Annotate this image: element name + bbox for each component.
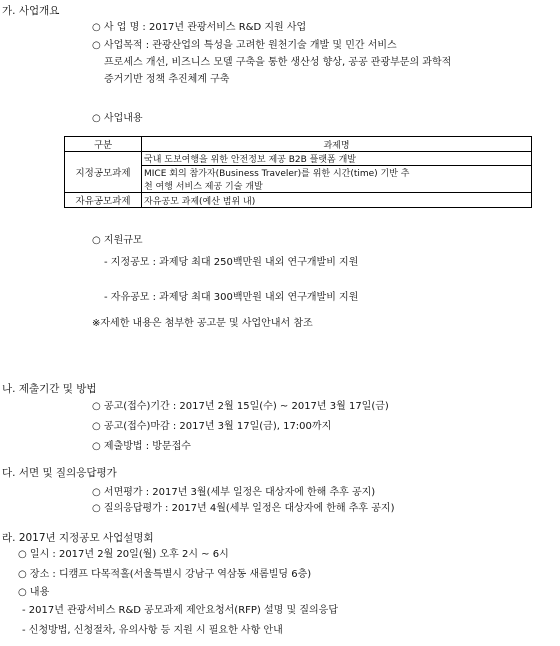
table-header-category: 구분 [65, 137, 142, 152]
project-purpose-line-3: 증거기반 정책 추진체계 구축 [104, 74, 230, 85]
section-d-title: 라. 2017년 지정공모 사업설명회 [2, 532, 154, 544]
support-free: - 자유공모 : 과제당 최대 300백만원 내외 연구개발비 지원 [104, 292, 359, 303]
project-purpose-line-1: ○ 사업목적 : 관광산업의 특성을 고려한 원천기술 개발 및 민간 서비스 [92, 40, 397, 51]
support-designated: - 지정공모 : 과제당 최대 250백만원 내외 연구개발비 지원 [104, 257, 359, 268]
free-item: 자유공모 과제(예산 범위 내) [142, 193, 532, 208]
briefing-place: ○ 장소 : 디캠프 다목적홀(서울특별시 강남구 역삼동 새롬빌딩 6층) [18, 569, 312, 580]
qa-evaluation: ○ 질의응답평가 : 2017년 4월(세부 일정은 대상자에 한해 추후 공지) [92, 503, 395, 514]
section-a-title: 가. 사업개요 [2, 5, 60, 17]
table-header-row [65, 137, 532, 152]
submission-deadline: ○ 공고(접수)마감 : 2017년 3월 17일(금), 17:00까지 [92, 421, 332, 432]
designated-item: 국내 도보여행을 위한 안전정보 제공 B2B 플랫폼 개발 [142, 152, 532, 166]
table-row [65, 152, 532, 166]
briefing-content-2: - 신청방법, 신청절차, 유의사항 등 지원 시 필요한 사항 안내 [22, 625, 283, 636]
submission-method: ○ 제출방법 : 방문접수 [92, 441, 191, 452]
project-table [64, 136, 532, 208]
table-header-title: 과제명 [142, 137, 532, 152]
free-label: 자유공모과제 [65, 193, 142, 208]
section-b-title: 나. 제출기간 및 방법 [2, 383, 97, 395]
designated-item: MICE 회의 참가자(Business Traveler)를 위한 시간(time) 기반 추 [142, 166, 532, 180]
section-c-title: 다. 서면 및 질의응답평가 [2, 467, 117, 479]
submission-period: ○ 공고(접수)기간 : 2017년 2월 15일(수) ~ 2017년 3월 17일(금) [92, 401, 389, 412]
project-content-heading: ○ 사업내용 [92, 113, 143, 124]
project-name: ○ 사 업 명 : 2017년 관광서비스 R&D 지원 사업 [92, 22, 307, 33]
written-evaluation: ○ 서면평가 : 2017년 3월(세부 일정은 대상자에 한해 추후 공지) [92, 487, 376, 498]
designated-item: 천 여행 서비스 제공 기술 개발 [142, 179, 532, 193]
briefing-content-1: - 2017년 관광서비스 R&D 공모과제 제안요청서(RFP) 설명 및 질의응답 [22, 605, 338, 616]
table-row [65, 193, 532, 208]
project-purpose-line-2: 프로세스 개선, 비즈니스 모델 구축을 통한 생산성 향상, 공공 관광부문의 과학적 [104, 57, 452, 68]
briefing-datetime: ○ 일시 : 2017년 2월 20일(월) 오후 2시 ~ 6시 [18, 549, 229, 560]
designated-label: 지정공모과제 [65, 152, 142, 193]
reference-note: ※자세한 내용은 첨부한 공고문 및 사업안내서 참조 [92, 318, 313, 329]
support-heading: ○ 지원규모 [92, 235, 143, 246]
briefing-content-heading: ○ 내용 [18, 587, 50, 598]
